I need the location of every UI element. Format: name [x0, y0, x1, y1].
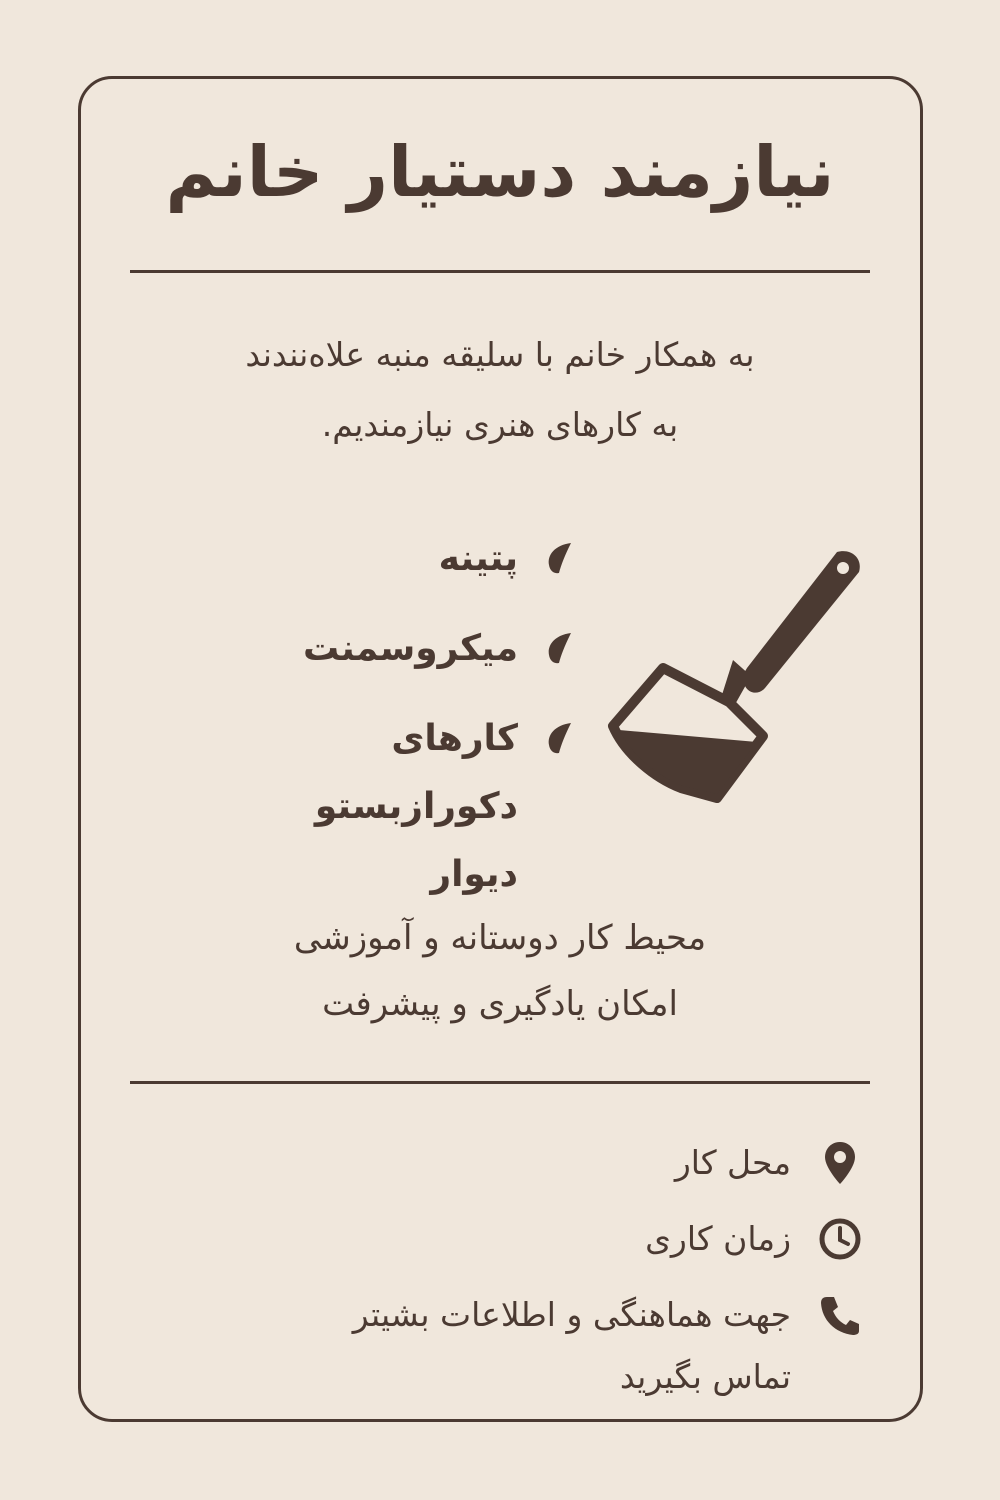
bottom-divider [130, 1081, 870, 1084]
phone-label: جهت هماهنگی و اطلاعات بشیتر تماس بگیرید [352, 1295, 791, 1396]
intro-line-1: به همکار خانم با سلیقه منبه علاه‌نندند [245, 335, 755, 374]
leaf-bullet-icon [540, 705, 580, 773]
intro-line-2: به کارهای هنری نیازمندیم. [321, 405, 679, 444]
skill-label: پتینه [438, 538, 518, 579]
poster-title: نیازمند دستیار خانم [165, 131, 835, 213]
contact-location [130, 1132, 865, 1194]
leaf-bullet-icon [540, 615, 580, 683]
phone-icon [815, 1284, 865, 1346]
benefit-line-2: امکان یادگیری و پیشرفت [322, 984, 678, 1024]
contact-list [130, 1132, 865, 1422]
clock-icon [815, 1208, 865, 1270]
skill-item [180, 705, 580, 909]
skill-label: کارهای دکورازبستو دیوار [314, 718, 518, 895]
leaf-bullet-icon [540, 525, 580, 593]
benefits-text [130, 905, 870, 1037]
skill-label: میکروسمنت [302, 628, 518, 669]
hours-label: زمان کاری [645, 1219, 791, 1258]
benefit-line-1: محیط کار دوستانه و آموزشی [293, 918, 707, 958]
skills-list [180, 525, 580, 931]
map-pin-icon [815, 1132, 865, 1194]
contact-phone [130, 1284, 865, 1408]
top-divider [130, 270, 870, 273]
intro-text [130, 320, 870, 460]
skill-item [180, 525, 580, 593]
location-label: محل کار [674, 1143, 791, 1182]
trowel-icon [605, 540, 865, 810]
skill-item [180, 615, 580, 683]
contact-hours [130, 1208, 865, 1270]
